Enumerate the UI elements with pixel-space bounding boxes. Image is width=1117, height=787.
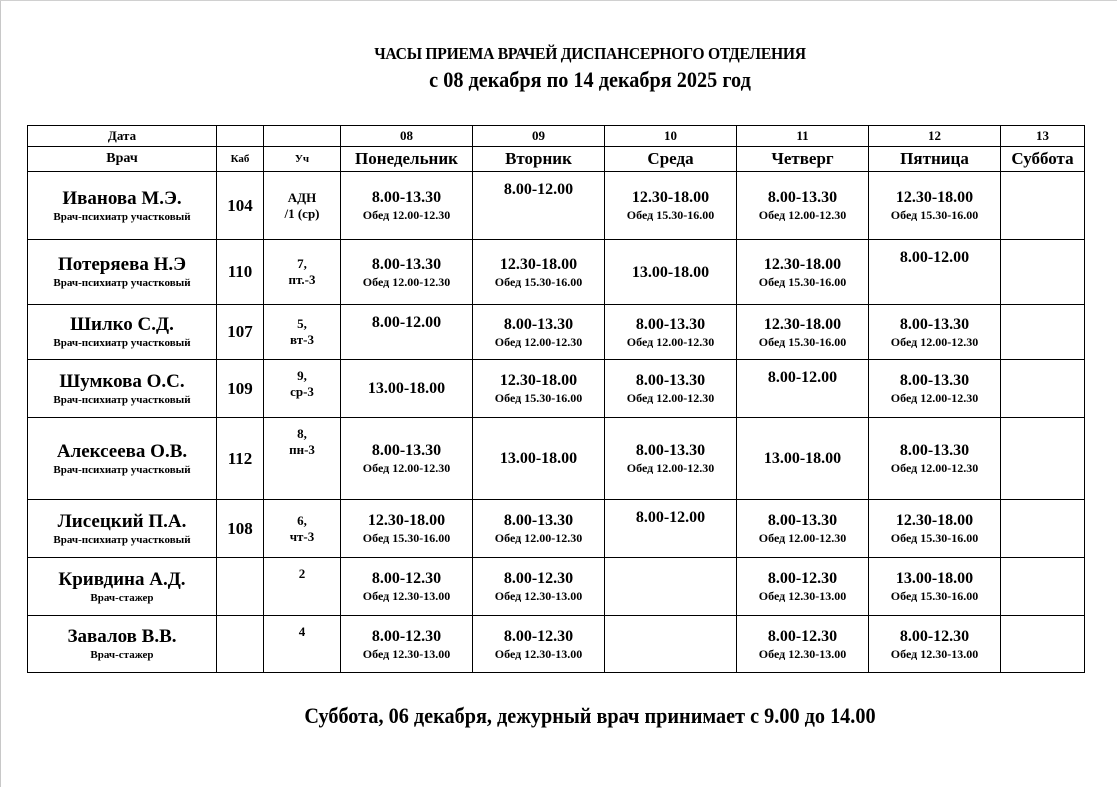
cabinet-number: 104 <box>217 172 264 240</box>
reception-hours: 12.30-18.00 <box>499 372 578 389</box>
lunch-break: Обед 12.00-12.30 <box>890 334 979 349</box>
schedule-cell <box>473 558 605 616</box>
district-line: 5, <box>297 316 307 331</box>
reception-hours: 12.30-18.00 <box>631 189 710 206</box>
document-subtitle: с 08 декабря по 14 декабря 2025 год <box>429 67 751 92</box>
lunch-break: Обед 12.00-12.30 <box>494 334 583 349</box>
lunch-break: Обед 15.30-16.00 <box>890 531 979 545</box>
reception-hours: 12.30-18.00 <box>895 512 974 529</box>
reception-hours: 8.00-12.00 <box>899 249 970 266</box>
doctor-role: Врач-психиатр участковый <box>53 277 191 289</box>
schedule-cell <box>605 616 737 673</box>
schedule-cell <box>1001 418 1085 500</box>
lunch-break: Обед 15.30-16.00 <box>494 274 583 289</box>
schedule-cell <box>473 172 605 240</box>
lunch-break: Обед 15.30-16.00 <box>758 274 847 289</box>
doctor-cell <box>28 172 217 240</box>
schedule-cell <box>869 558 1001 616</box>
schedule-cell <box>1001 240 1085 305</box>
reception-hours: 8.00-12.00 <box>371 314 442 331</box>
district-cell <box>264 616 341 673</box>
reception-hours: 12.30-18.00 <box>499 255 578 273</box>
doctor-cell <box>28 240 217 305</box>
doctor-cell <box>28 558 217 616</box>
reception-hours: 13.00-18.00 <box>631 263 710 281</box>
schedule-cell <box>737 500 869 558</box>
schedule-cell <box>341 418 473 500</box>
schedule-cell <box>1001 558 1085 616</box>
reception-hours: 8.00-13.30 <box>767 189 838 206</box>
district-line: 7, <box>297 256 307 271</box>
document-title: ЧАСЫ ПРИЕМА ВРАЧЕЙ ДИСПАНСЕРНОГО ОТДЕЛЕНИЯ <box>374 44 806 63</box>
doctor-role: Врач-психиатр участковый <box>53 533 191 546</box>
district-cell <box>264 172 341 240</box>
lunch-break: Обед 12.00-12.30 <box>626 461 715 475</box>
schedule-cell <box>737 418 869 500</box>
district-line: /1 (ср) <box>284 205 320 221</box>
reception-hours: 12.30-18.00 <box>763 315 842 333</box>
district-cell <box>264 240 341 305</box>
schedule-cell <box>1001 305 1085 360</box>
district-line: чт-3 <box>289 528 315 544</box>
doctor-name: Алексеева О.В. <box>56 440 188 462</box>
schedule-cell <box>869 240 1001 305</box>
header-date-tue: 09 <box>473 126 605 147</box>
reception-hours: 8.00-12.00 <box>767 369 838 386</box>
schedule-cell <box>473 360 605 418</box>
district-line: АДН <box>287 189 317 205</box>
district-cell <box>264 500 341 558</box>
doctor-row <box>28 418 1085 500</box>
doctor-cell <box>28 418 217 500</box>
doctor-cell <box>28 616 217 673</box>
schedule-cell <box>869 616 1001 673</box>
doctor-name: Потеряева Н.Э <box>58 254 186 275</box>
schedule-cell <box>869 305 1001 360</box>
reception-hours: 8.00-12.30 <box>371 570 442 587</box>
header-day-thu: Четверг <box>737 147 869 172</box>
header-doctor-label: Врач <box>28 147 217 172</box>
cabinet-number: 112 <box>217 418 264 500</box>
reception-hours: 8.00-13.30 <box>371 255 442 273</box>
schedule-cell <box>1001 500 1085 558</box>
schedule-cell <box>341 500 473 558</box>
lunch-break: Обед 12.00-12.30 <box>362 208 451 222</box>
reception-hours: 8.00-13.30 <box>899 315 970 333</box>
schedule-cell <box>605 360 737 418</box>
schedule-cell <box>473 305 605 360</box>
lunch-break: Обед 12.00-12.30 <box>494 531 583 545</box>
header-date-mon: 08 <box>341 126 473 147</box>
header-cabinet-label: Каб <box>217 147 264 172</box>
header-date-wed: 10 <box>605 126 737 147</box>
district-cell <box>264 418 341 500</box>
district-line: пн-3 <box>289 442 315 457</box>
doctor-name: Шумкова О.С. <box>59 370 185 392</box>
schedule-cell <box>605 172 737 240</box>
doctor-name: Завалов В.В. <box>67 626 177 647</box>
schedule-cell <box>341 305 473 360</box>
district-line: 2 <box>298 566 306 581</box>
district-line: 8, <box>297 426 307 441</box>
doctor-row <box>28 360 1085 418</box>
doctor-role: Врач-психиатр участковый <box>53 393 191 406</box>
district-cell <box>264 305 341 360</box>
header-date-fri: 12 <box>869 126 1001 147</box>
schedule-cell <box>605 240 737 305</box>
reception-hours: 8.00-12.30 <box>503 570 574 587</box>
lunch-break: Обед 12.30-13.00 <box>758 646 847 661</box>
doctor-role: Врач-стажер <box>90 649 154 661</box>
reception-hours: 13.00-18.00 <box>763 450 842 467</box>
schedule-cell <box>737 305 869 360</box>
doctor-name: Иванова М.Э. <box>62 187 182 209</box>
page-edge <box>0 0 1 787</box>
doctor-cell <box>28 360 217 418</box>
doctor-role: Врач-психиатр участковый <box>53 210 191 223</box>
header-district-label: Уч <box>264 147 341 172</box>
header-empty <box>264 126 341 147</box>
schedule-cell <box>605 305 737 360</box>
reception-hours: 8.00-13.30 <box>767 512 838 529</box>
header-empty <box>217 126 264 147</box>
reception-hours: 13.00-18.00 <box>895 570 974 587</box>
district-line: 6, <box>297 512 307 528</box>
schedule-cell <box>869 360 1001 418</box>
reception-hours: 8.00-12.30 <box>899 627 970 645</box>
lunch-break: Обед 12.30-13.00 <box>758 589 847 603</box>
schedule-cell <box>473 616 605 673</box>
schedule-cell <box>473 418 605 500</box>
doctor-name: Лисецкий П.А. <box>57 510 187 532</box>
reception-hours: 8.00-12.30 <box>767 570 838 587</box>
schedule-cell <box>473 500 605 558</box>
district-line: пт.-3 <box>288 272 316 287</box>
header-date-label: Дата <box>28 126 217 147</box>
doctor-row <box>28 240 1085 305</box>
lunch-break: Обед 12.00-12.30 <box>362 461 451 475</box>
lunch-break: Обед 15.30-16.00 <box>362 531 451 545</box>
cabinet-number <box>217 558 264 616</box>
reception-hours: 8.00-13.30 <box>635 372 706 389</box>
lunch-break: Обед 12.00-12.30 <box>626 391 715 405</box>
schedule-cell <box>869 172 1001 240</box>
lunch-break: Обед 15.30-16.00 <box>494 391 583 405</box>
lunch-break: Обед 12.30-13.00 <box>494 646 583 661</box>
schedule-cell <box>869 418 1001 500</box>
reception-hours: 13.00-18.00 <box>499 450 578 467</box>
lunch-break: Обед 12.30-13.00 <box>362 646 451 661</box>
reception-hours: 13.00-18.00 <box>367 380 446 397</box>
schedule-cell <box>737 360 869 418</box>
duty-doctor-note: Суббота, 06 декабря, дежурный врач принимает с 9.00 до 14.00 <box>304 703 876 728</box>
reception-hours: 8.00-13.30 <box>635 442 706 459</box>
schedule-cell <box>605 558 737 616</box>
district-cell <box>264 360 341 418</box>
doctor-name: Кривдина А.Д. <box>58 568 186 590</box>
schedule-cell <box>341 558 473 616</box>
lunch-break: Обед 12.00-12.30 <box>890 391 979 405</box>
doctor-row <box>28 558 1085 616</box>
lunch-break: Обед 12.00-12.30 <box>758 208 847 222</box>
cabinet-number: 108 <box>217 500 264 558</box>
schedule-cell <box>341 240 473 305</box>
district-line: ср-3 <box>290 384 314 399</box>
district-line: 4 <box>298 624 306 639</box>
header-day-tue: Вторник <box>473 147 605 172</box>
doctor-role: Врач-стажер <box>90 591 154 604</box>
lunch-break: Обед 15.30-16.00 <box>890 208 979 222</box>
schedule-cell <box>869 500 1001 558</box>
header-day-mon: Понедельник <box>341 147 473 172</box>
doctor-role: Врач-психиатр участковый <box>53 337 191 349</box>
reception-hours: 12.30-18.00 <box>895 189 974 206</box>
doctor-cell <box>28 305 217 360</box>
reception-hours: 8.00-12.00 <box>503 181 574 198</box>
doctor-row <box>28 500 1085 558</box>
lunch-break: Обед 15.30-16.00 <box>626 208 715 222</box>
doctor-row <box>28 172 1085 240</box>
schedule-cell <box>473 240 605 305</box>
page-edge-top <box>0 0 1117 1</box>
reception-hours: 12.30-18.00 <box>763 255 842 273</box>
cabinet-number: 110 <box>217 240 264 305</box>
doctor-cell <box>28 500 217 558</box>
header-date-sat: 13 <box>1001 126 1085 147</box>
schedule-cell <box>605 418 737 500</box>
schedule-table <box>27 125 1085 673</box>
doctor-row <box>28 305 1085 360</box>
lunch-break: Обед 15.30-16.00 <box>758 334 847 349</box>
district-line: 9, <box>297 368 307 383</box>
schedule-cell <box>341 172 473 240</box>
lunch-break: Обед 12.30-13.00 <box>890 646 979 661</box>
lunch-break: Обед 12.00-12.30 <box>890 461 979 475</box>
reception-hours: 8.00-12.30 <box>503 627 574 645</box>
lunch-break: Обед 15.30-16.00 <box>890 589 979 603</box>
reception-hours: 8.00-13.30 <box>371 189 442 206</box>
schedule-cell <box>1001 172 1085 240</box>
reception-hours: 8.00-13.30 <box>503 315 574 333</box>
header-day-sat: Суббота <box>1001 147 1085 172</box>
schedule-cell <box>341 360 473 418</box>
reception-hours: 8.00-13.30 <box>635 315 706 333</box>
cabinet-number <box>217 616 264 673</box>
lunch-break: Обед 12.30-13.00 <box>494 589 583 603</box>
header-date-row <box>28 126 1085 147</box>
lunch-break: Обед 12.00-12.30 <box>626 334 715 349</box>
schedule-cell <box>737 616 869 673</box>
reception-hours: 8.00-12.30 <box>767 627 838 645</box>
reception-hours: 8.00-13.30 <box>899 372 970 389</box>
schedule-cell <box>737 240 869 305</box>
schedule-cell <box>737 558 869 616</box>
schedule-cell <box>1001 360 1085 418</box>
header-day-fri: Пятница <box>869 147 1001 172</box>
doctor-name: Шилко С.Д. <box>70 314 174 335</box>
lunch-break: Обед 12.00-12.30 <box>758 531 847 545</box>
reception-hours: 8.00-12.00 <box>635 509 706 526</box>
reception-hours: 12.30-18.00 <box>367 512 446 529</box>
header-day-row <box>28 147 1085 172</box>
district-cell <box>264 558 341 616</box>
reception-hours: 8.00-13.30 <box>899 442 970 459</box>
lunch-break: Обед 12.30-13.00 <box>362 589 451 603</box>
schedule-cell <box>737 172 869 240</box>
reception-hours: 8.00-12.30 <box>371 627 442 645</box>
doctor-row <box>28 616 1085 673</box>
schedule-cell <box>1001 616 1085 673</box>
cabinet-number: 109 <box>217 360 264 418</box>
header-date-thu: 11 <box>737 126 869 147</box>
schedule-cell <box>605 500 737 558</box>
lunch-break: Обед 12.00-12.30 <box>362 274 451 289</box>
reception-hours: 8.00-13.30 <box>503 512 574 529</box>
cabinet-number: 107 <box>217 305 264 360</box>
schedule-cell <box>341 616 473 673</box>
reception-hours: 8.00-13.30 <box>371 442 442 459</box>
header-day-wed: Среда <box>605 147 737 172</box>
district-line: вт-3 <box>290 332 314 347</box>
doctor-role: Врач-психиатр участковый <box>53 463 191 476</box>
